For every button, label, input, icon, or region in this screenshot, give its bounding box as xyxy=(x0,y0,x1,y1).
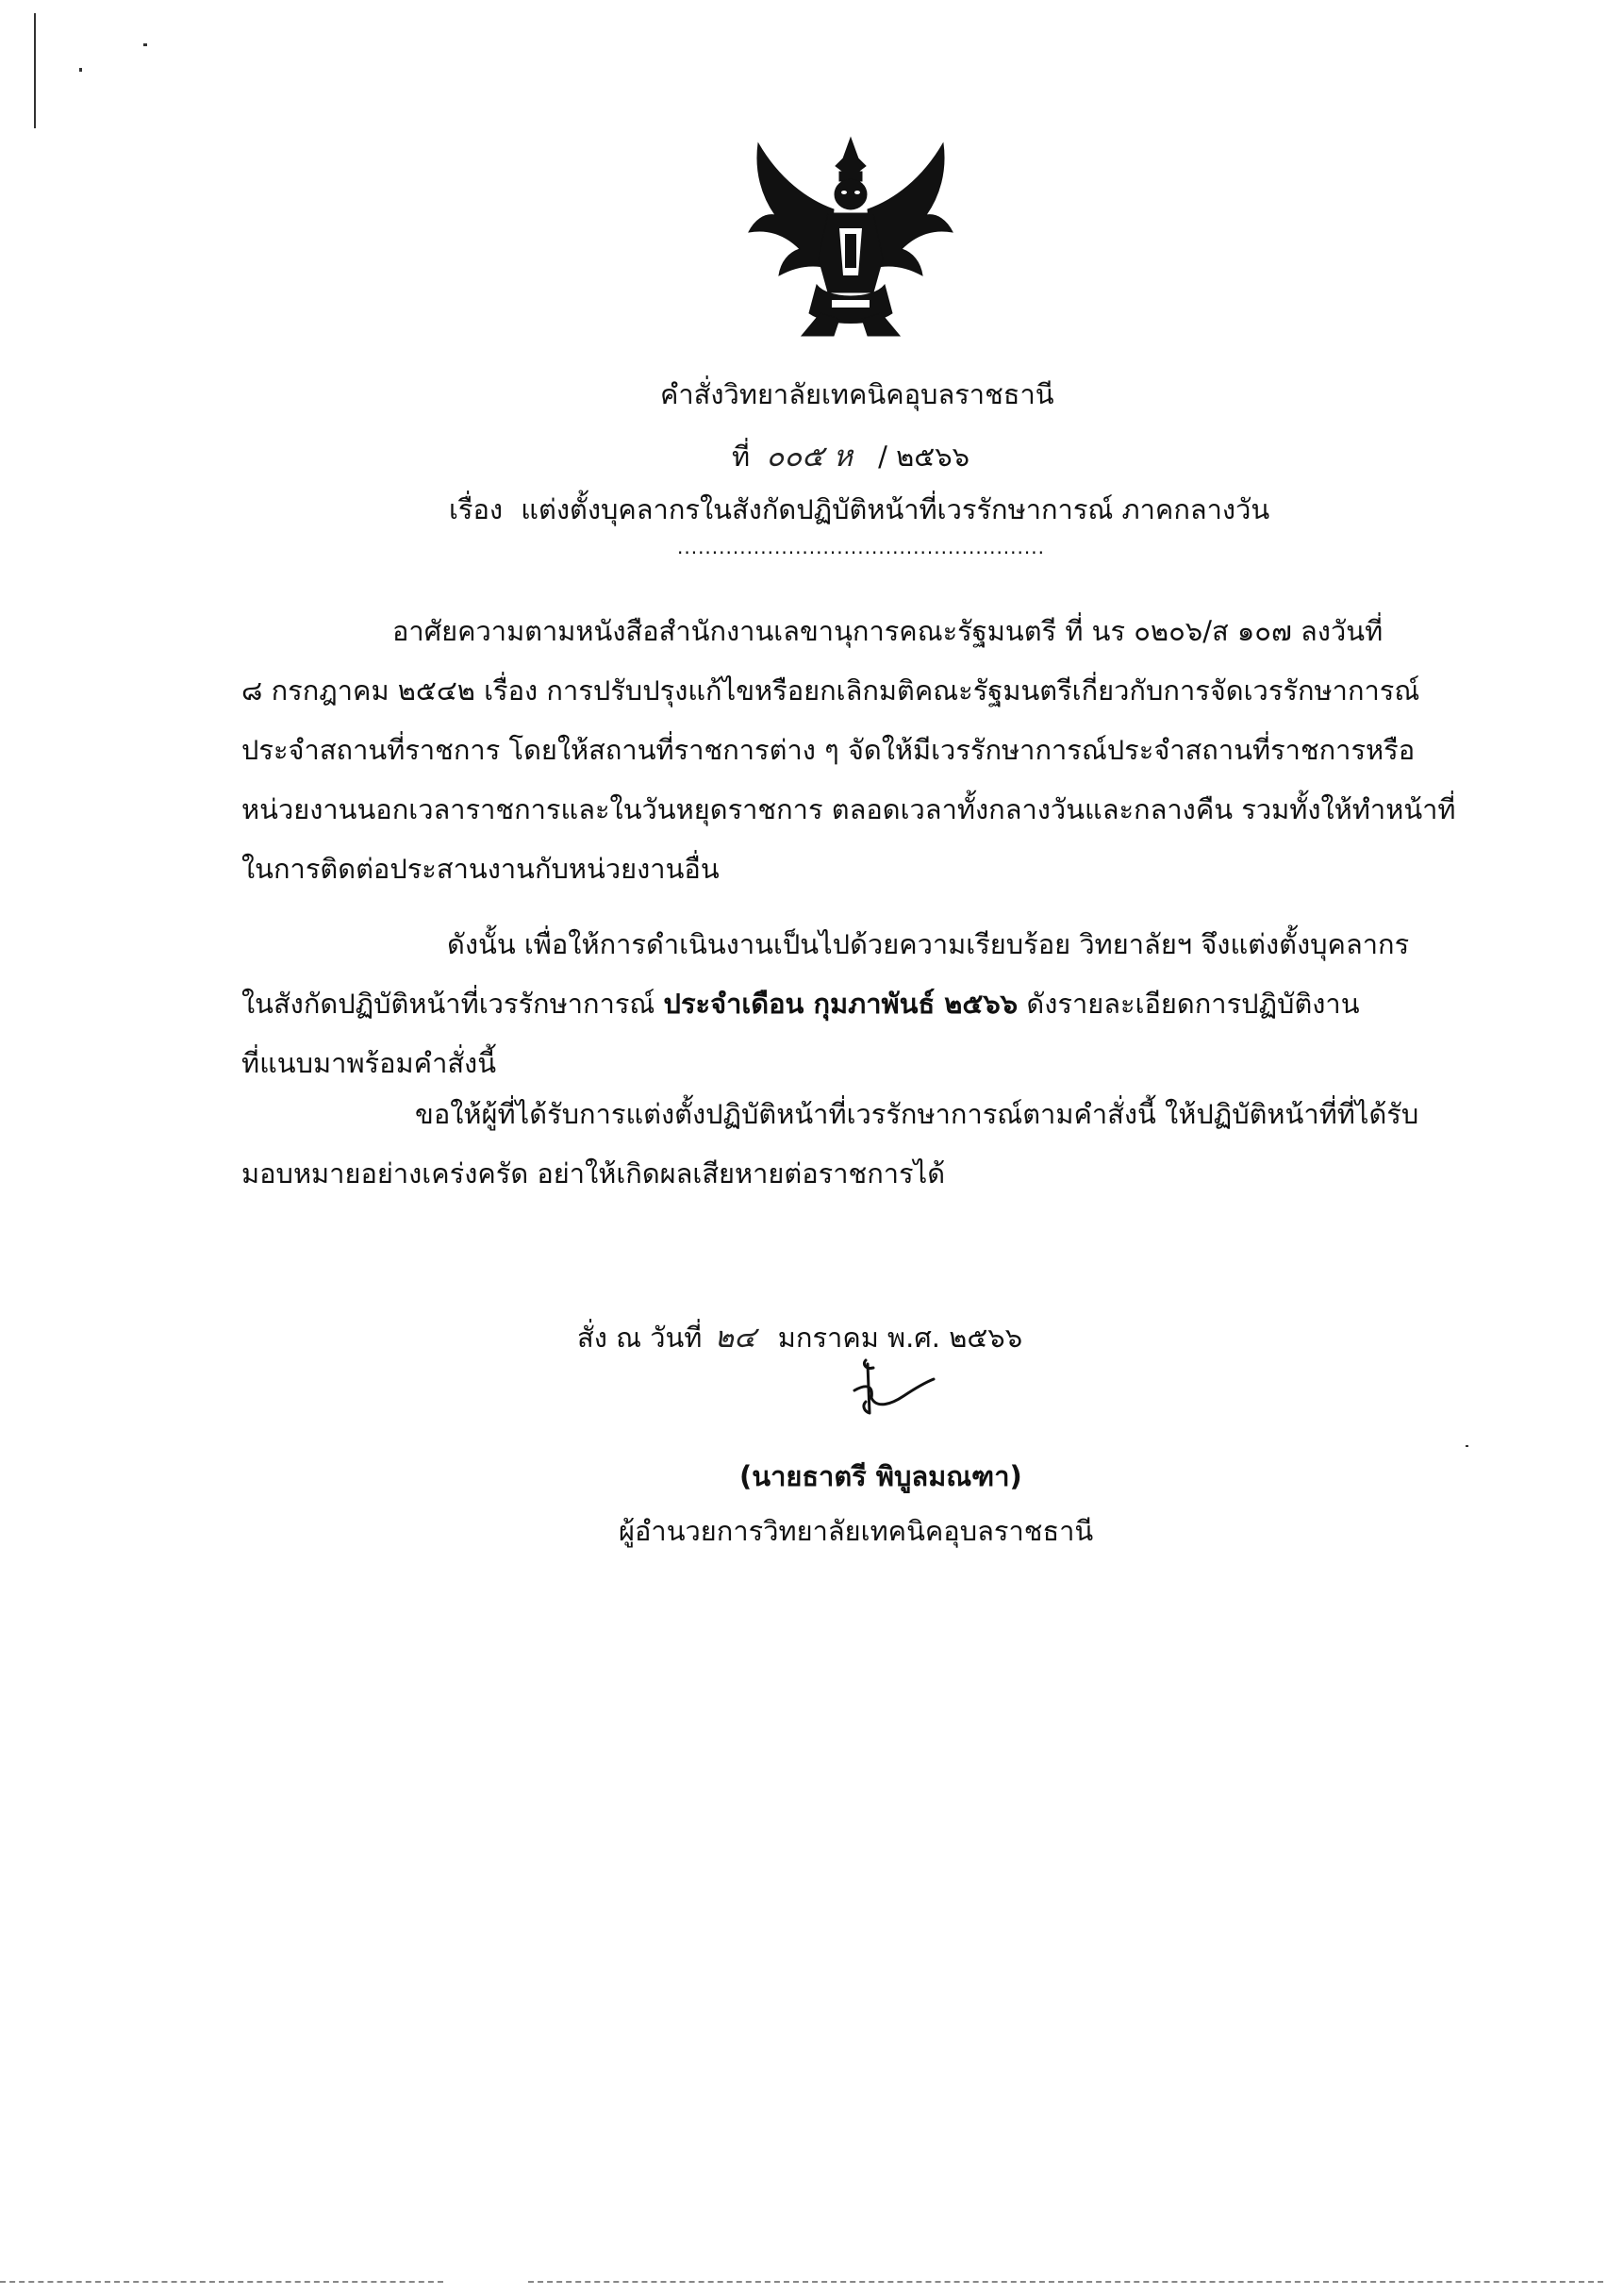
subject-label: เรื่อง xyxy=(449,493,504,525)
paragraph-line: อาศัยความตามหนังสือสำนักงานเลขานุการคณะรัฐมนตรี ที่ นร ๐๒๐๖/ส ๑๐๗ ลงวันที่ xyxy=(392,615,1384,647)
date-rest: มกราคม พ.ศ. ๒๕๖๖ xyxy=(777,1322,1023,1354)
paragraph-1 xyxy=(241,602,1456,899)
paragraph-2 xyxy=(241,915,1410,1093)
scan-margin-line xyxy=(34,13,36,128)
paragraph-line: หน่วยงานนอกเวลาราชการและในวันหยุดราชการ ตลอดเวลาทั้งกลางวันและกลางคืน รวมทั้งให้ทำหน้าที่ xyxy=(241,793,1456,825)
scan-margin-dot xyxy=(143,43,147,46)
order-date-line xyxy=(577,1313,1022,1360)
signature-icon xyxy=(845,1355,939,1423)
paragraph-text: ในสังกัดปฏิบัติหน้าที่เวรรักษาการณ์ xyxy=(241,988,664,1020)
header-separator: ..................................................... xyxy=(677,536,1045,558)
paragraph-text: ดังรายละเอียดการปฏิบัติงาน xyxy=(1018,988,1360,1020)
paragraph-3 xyxy=(241,1085,1419,1204)
duty-month-highlight: ประจำเดือน กุมภาพันธ์ ๒๕๖๖ xyxy=(663,988,1019,1020)
signer-name: (นายธาตรี พิบูลมณฑา) xyxy=(739,1460,1022,1492)
order-number-prefix: ที่ xyxy=(732,441,751,473)
subject-line xyxy=(449,488,1269,531)
date-prefix: สั่ง ณ วันที่ xyxy=(577,1322,703,1354)
paragraph-line: ๘ กรกฎาคม ๒๕๔๒ เรื่อง การปรับปรุงแก้ไขหรือยกเลิกมติคณะรัฐมนตรีเกี่ยวกับการจัดเวรรักษาการณ์ xyxy=(241,674,1420,707)
paragraph-line xyxy=(241,974,1392,1034)
paragraph-line: ในการติดต่อประสานงานกับหน่วยงานอื่น xyxy=(241,853,720,885)
scan-bottom-edge xyxy=(528,2281,1603,2283)
paragraph-line: ประจำสถานที่ราชการ โดยให้สถานที่ราชการต่าง ๆ จัดให้มีเวรรักษาการณ์ประจำสถานที่ราชการหรือ xyxy=(241,734,1416,766)
paragraph-line: ที่แนบมาพร้อมคำสั่งนี้ xyxy=(241,1047,497,1079)
paragraph-line: ขอให้ผู้ที่ได้รับการแต่งตั้งปฏิบัติหน้าที่เวรรักษาการณ์ตามคำสั่งนี้ ให้ปฏิบัติหน้าที่ที่ได้รับ xyxy=(415,1098,1419,1130)
scan-speck xyxy=(1466,1445,1468,1447)
order-number-line xyxy=(732,432,969,479)
date-day-handwritten: ๒๔ xyxy=(714,1321,756,1355)
signer-position: ผู้อำนวยการวิทยาลัยเทคนิคอุบลราชธานี xyxy=(619,1515,1094,1547)
order-number-year: / ๒๕๖๖ xyxy=(878,441,970,473)
subject-text: แต่งตั้งบุคลากรในสังกัดปฏิบัติหน้าที่เวรรักษาการณ์ ภาคกลางวัน xyxy=(521,493,1270,525)
scan-margin-dot xyxy=(79,68,82,72)
scan-bottom-edge xyxy=(0,2281,443,2283)
order-number-handwritten: ๐๐๕ ห xyxy=(766,440,853,474)
paragraph-line: มอบหมายอย่างเคร่งครัด อย่าให้เกิดผลเสียหายต่อราชการได้ xyxy=(241,1157,946,1190)
garuda-emblem-icon xyxy=(741,134,960,343)
order-title: คำสั่งวิทยาลัยเทคนิคอุบลราชธานี xyxy=(660,378,1054,410)
paragraph-line: ดังนั้น เพื่อให้การดำเนินงานเป็นไปด้วยความเรียบร้อย วิทยาลัยฯ จึงแต่งตั้งบุคลากร xyxy=(447,928,1410,960)
